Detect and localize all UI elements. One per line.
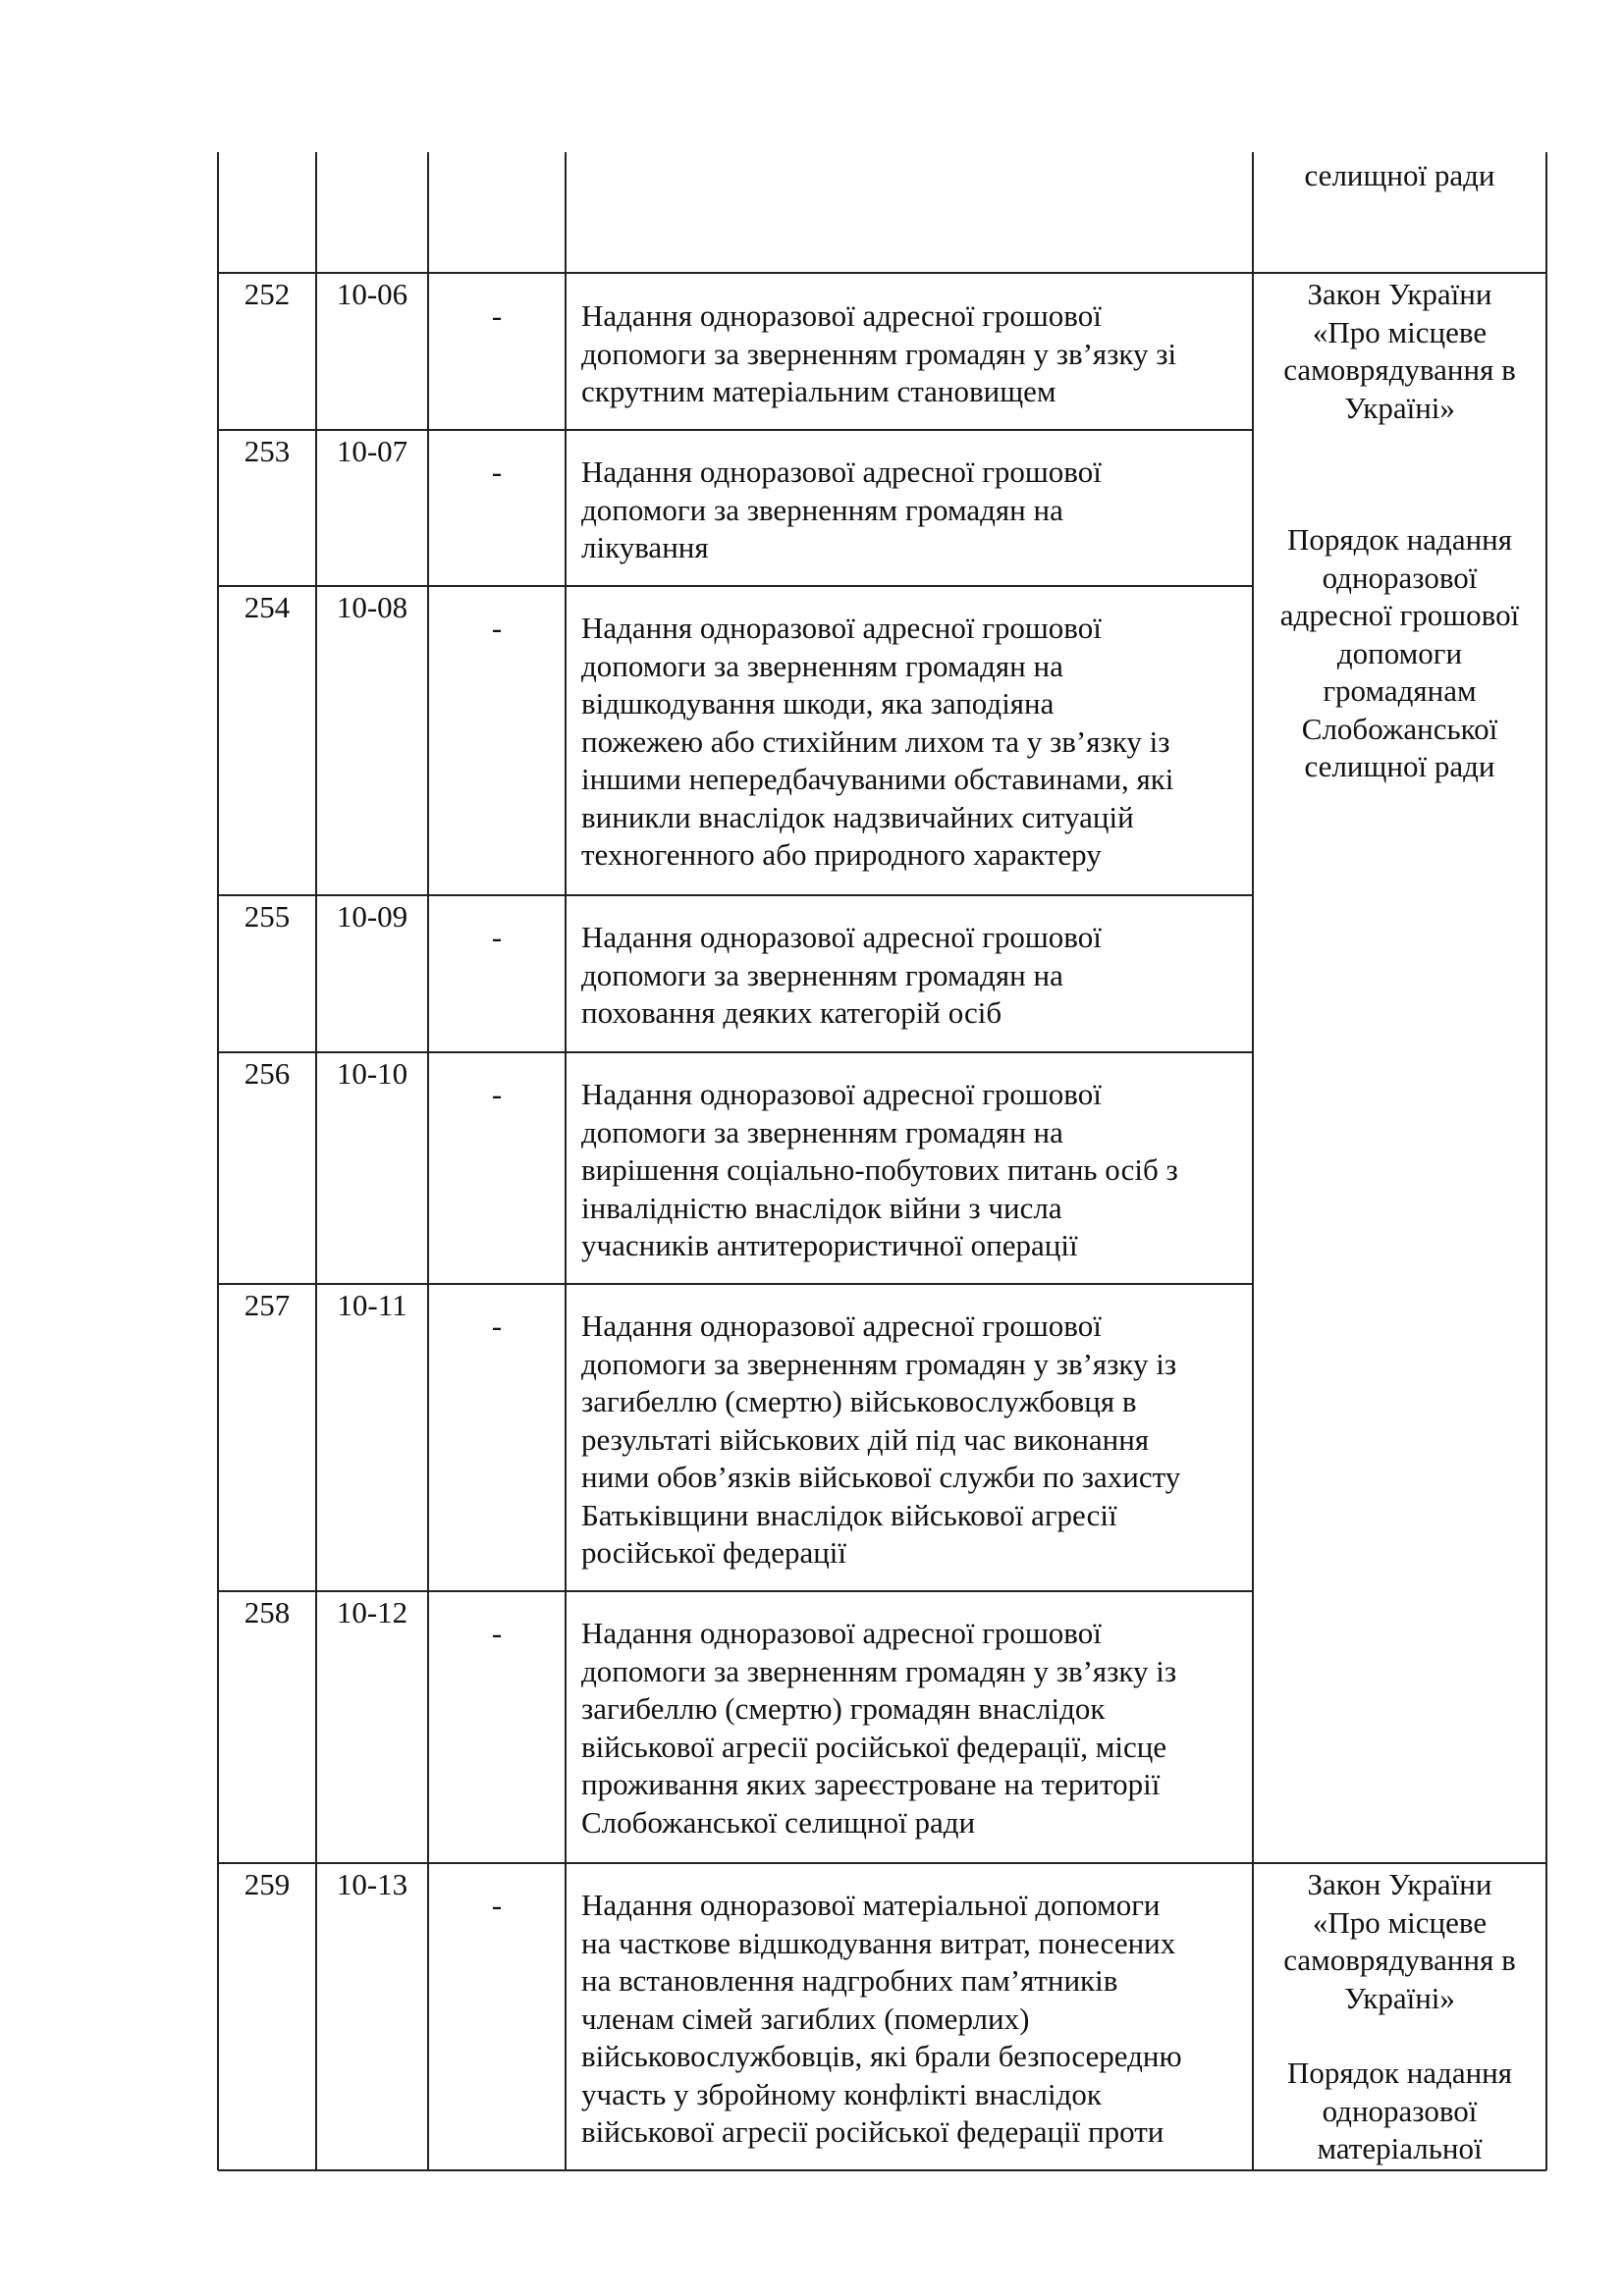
- description-line: відшкодування шкоди, яка заподіяна: [581, 686, 1055, 721]
- row-dash: -: [491, 920, 503, 954]
- description-line: виникли внаслідок надзвичайних ситуацій: [581, 799, 1134, 834]
- description-line: іншими непередбачуваними обставинами, які: [581, 762, 1174, 796]
- description-line: Надання одноразової адресної грошової: [581, 1308, 1102, 1343]
- basis-carryover: [1253, 157, 1546, 195]
- description-line: проживання яких зареєстроване на території: [581, 1767, 1161, 1801]
- description-line: військовослужбовців, які брали безпосередню: [581, 2039, 1182, 2073]
- description-line: військової агресії російської федерації проти: [581, 2114, 1164, 2149]
- description-line: Надання одноразової адресної грошової: [581, 611, 1102, 645]
- description-line: ними обов’язків військової служби по захисту: [581, 1460, 1181, 1494]
- row-number: 258: [244, 1595, 291, 1629]
- row-description: [581, 297, 1249, 411]
- description-line: членам сімей загиблих (померлих): [581, 2001, 1030, 2036]
- basis-line: допомоги: [1336, 635, 1463, 670]
- basis-order: [1253, 2055, 1546, 2168]
- basis-law: [1253, 276, 1546, 427]
- basis-line: адресної грошової: [1279, 598, 1520, 632]
- description-line: допомоги за зверненням громадян на: [581, 957, 1063, 992]
- description-line: на встановлення надгробних пам’ятників: [581, 1963, 1118, 1998]
- row-number: 255: [244, 899, 291, 934]
- row-description: [581, 1615, 1249, 1842]
- description-line: вирішення соціально-побутових питань осіб з: [581, 1152, 1178, 1187]
- basis-line: одноразової: [1322, 560, 1478, 595]
- basis-line: одноразової: [1322, 2093, 1478, 2128]
- basis-line: Закон України: [1307, 1867, 1492, 1901]
- basis-line: Слобожанської: [1301, 711, 1498, 746]
- description-line: допомоги за зверненням громадян на: [581, 1114, 1063, 1149]
- basis-line: громадянам: [1323, 673, 1477, 708]
- basis-line: Порядок надання: [1286, 2056, 1513, 2090]
- row-dash: -: [491, 298, 503, 333]
- basis-line: Закон України: [1307, 277, 1492, 311]
- description-line: участь у збройному конфлікті внаслідок: [581, 2076, 1102, 2111]
- description-line: російської федерації: [581, 1535, 847, 1570]
- basis-line: «Про місцеве: [1312, 314, 1488, 349]
- basis-law: [1253, 1866, 1546, 2017]
- description-line: техногенного або природного характеру: [581, 837, 1102, 872]
- description-line: скрутним матеріальним становищем: [581, 374, 1056, 408]
- description-line: військової агресії російської федерації, місце: [581, 1729, 1167, 1764]
- basis-line: Україні»: [1344, 1980, 1455, 2015]
- description-line: допомоги за зверненням громадян у зв’язку із: [581, 1653, 1177, 1688]
- description-line: Слобожанської селищної ради: [581, 1804, 976, 1840]
- row-dash: -: [491, 1616, 503, 1650]
- row-description: [581, 454, 1249, 567]
- description-line: Надання одноразової матеріальної допомоги: [581, 1888, 1161, 1922]
- description-line: Батьківщини внаслідок військової агресії: [581, 1497, 1117, 1532]
- description-line: допомоги за зверненням громадян у зв’язку із: [581, 1346, 1177, 1381]
- row-code: 10-07: [336, 434, 408, 468]
- description-line: інвалідністю внаслідок війни з числа: [581, 1190, 1062, 1225]
- description-line: пожежею або стихійним лихом та у зв’язку із: [581, 723, 1170, 759]
- description-line: на часткове відшкодування витрат, понесених: [581, 1925, 1176, 1960]
- description-line: поховання деяких категорій осіб: [581, 995, 1002, 1030]
- row-number: 257: [244, 1288, 291, 1322]
- row-dash: -: [491, 1888, 503, 1922]
- description-line: загибеллю (смертю) військовослужбовця в: [581, 1384, 1137, 1418]
- basis-line: селищної ради: [1304, 749, 1495, 783]
- description-line: Надання одноразової адресної грошової: [581, 920, 1102, 954]
- description-line: загибеллю (смертю) громадян внаслідок: [581, 1691, 1106, 1726]
- row-number: 259: [244, 1867, 291, 1901]
- description-line: учасників антитерористичної операції: [581, 1228, 1078, 1262]
- basis-line: селищної ради: [1304, 158, 1495, 192]
- description-line: допомоги за зверненням громадян у зв’язку зі: [581, 336, 1177, 371]
- description-line: Надання одноразової адресної грошової: [581, 1077, 1102, 1111]
- basis-line: Порядок надання: [1286, 522, 1513, 557]
- basis-line: «Про місцеве: [1312, 1904, 1488, 1940]
- description-line: допомоги за зверненням громадян на: [581, 648, 1063, 683]
- row-description: [581, 610, 1249, 875]
- row-number: 252: [244, 277, 291, 311]
- row-dash: -: [491, 1308, 503, 1343]
- row-description: [581, 919, 1249, 1033]
- row-number: 254: [244, 590, 291, 624]
- basis-line: Україні»: [1344, 390, 1455, 425]
- description-line: допомоги за зверненням громадян на: [581, 492, 1063, 527]
- description-line: Надання одноразової адресної грошової: [581, 298, 1102, 333]
- row-number: 253: [244, 434, 291, 468]
- row-description: [581, 1076, 1249, 1265]
- basis-order: [1253, 521, 1546, 786]
- basis-line: самоврядування в: [1283, 1943, 1516, 1977]
- row-description: [581, 1887, 1249, 2152]
- row-code: 10-13: [336, 1867, 408, 1901]
- basis-line: самоврядування в: [1283, 352, 1516, 387]
- row-code: 10-09: [336, 899, 408, 934]
- row-description: [581, 1308, 1249, 1573]
- row-code: 10-08: [336, 590, 408, 624]
- basis-line: матеріальної: [1317, 2131, 1483, 2165]
- description-line: Надання одноразової адресної грошової: [581, 454, 1102, 489]
- row-code: 10-12: [336, 1595, 408, 1629]
- row-code: 10-06: [336, 277, 408, 311]
- row-code: 10-11: [337, 1288, 407, 1322]
- row-dash: -: [491, 611, 503, 645]
- description-line: результаті військових дій під час виконання: [581, 1421, 1150, 1457]
- row-dash: -: [491, 1077, 503, 1111]
- description-line: Надання одноразової адресної грошової: [581, 1616, 1102, 1650]
- row-dash: -: [491, 454, 503, 489]
- row-code: 10-10: [336, 1056, 408, 1091]
- description-line: лікування: [581, 530, 709, 564]
- row-number: 256: [244, 1056, 291, 1091]
